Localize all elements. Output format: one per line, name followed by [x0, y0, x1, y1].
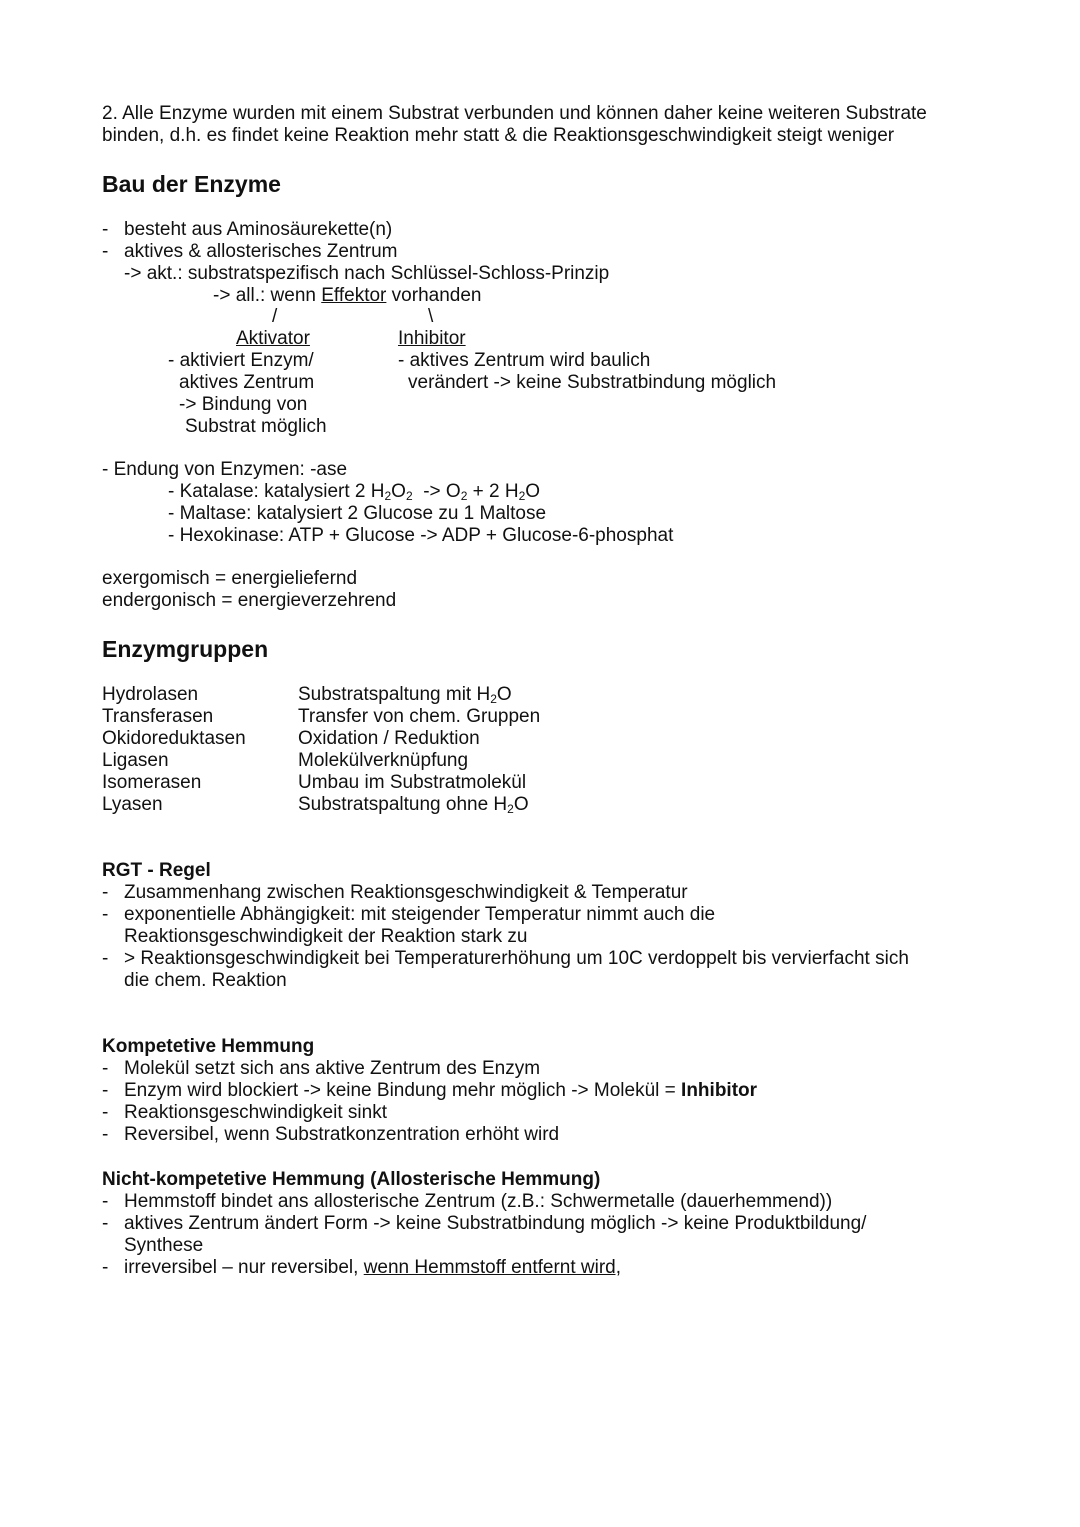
bullet-dash: - [102, 219, 109, 240]
katalase-text: O [525, 481, 541, 502]
nicht-bullet-2a: aktives Zentrum ändert Form -> keine Substratbindung möglich -> keine Produktbildung/ [124, 1213, 867, 1234]
rgt-bullet-3b: die chem. Reaktion [124, 970, 287, 991]
group-desc [298, 684, 512, 706]
group-desc-text: Substratspaltung ohne H [298, 794, 508, 815]
nicht-bullet-1: Hemmstoff bindet ans allosterische Zentrum (z.B.: Schwermetalle (dauerhemmend)) [124, 1191, 833, 1212]
aktivator-line-4: Substrat möglich [185, 416, 327, 437]
subscript: 2 [384, 489, 392, 503]
group-desc: Umbau im Substratmolekül [298, 772, 527, 793]
rgt-bullet-2b: Reaktionsgeschwindigkeit der Reaktion stark zu [124, 926, 528, 947]
komp-bullet-2 [124, 1080, 757, 1102]
bau-bullet-2: aktives & allosterisches Zentrum [124, 241, 398, 262]
group-desc-text: Substratspaltung mit H [298, 684, 491, 705]
bau-all-line [213, 285, 481, 307]
exergonisch-line: exergomisch = energieliefernd [102, 568, 358, 589]
heading-enzymgruppen: Enzymgruppen [102, 636, 269, 662]
nicht-bullet-3-underlined: wenn Hemmstoff entfernt wird, [363, 1257, 622, 1278]
bau-bullet-1: besteht aus Aminosäurekette(n) [124, 219, 393, 240]
nicht-bullet-2b: Synthese [124, 1235, 204, 1256]
group-name: Ligasen [102, 750, 169, 771]
rgt-bullet-3a: > Reaktionsgeschwindigkeit bei Temperaturerhöhung um 10C verdoppelt bis vervierfacht sich [124, 948, 909, 969]
bullet-dash: - [102, 948, 109, 969]
bullet-dash: - [102, 1257, 109, 1278]
bullet-dash: - [102, 1058, 109, 1079]
group-name: Lyasen [102, 794, 163, 815]
heading-nicht-kompetetive-hemmung: Nicht-kompetetive Hemmung (Allosterische Hemmung) [102, 1169, 601, 1190]
katalase-line [168, 481, 540, 503]
bullet-dash: - [102, 1213, 109, 1234]
katalase-text: O [391, 481, 406, 502]
bullet-dash: - [102, 1191, 109, 1212]
branch-slash-right: \ [428, 306, 434, 327]
group-desc: Transfer von chem. Gruppen [298, 706, 541, 727]
bullet-dash: - [102, 241, 109, 262]
bau-akt-line: -> akt.: substratspezifisch nach Schlüssel-Schloss-Prinzip [124, 263, 610, 284]
subscript: 2 [405, 489, 413, 503]
inhibitor-line-2: verändert -> keine Substratbindung möglich [408, 372, 777, 393]
group-name: Transferasen [102, 706, 214, 727]
katalase-text: -> O [412, 481, 461, 502]
katalase-text: - Katalase: katalysiert 2 H [168, 481, 385, 502]
komp-bullet-2-text: Enzym wird blockiert -> keine Bindung mehr möglich -> Molekül = [124, 1080, 682, 1101]
nicht-bullet-3 [124, 1257, 621, 1279]
group-name: Okidoreduktasen [102, 728, 246, 749]
group-name: Isomerasen [102, 772, 202, 793]
effektor-term: Effektor [321, 285, 387, 306]
group-desc: Oxidation / Reduktion [298, 728, 480, 749]
katalase-text: + 2 H [467, 481, 519, 502]
nicht-bullet-3-text: irreversibel – nur reversibel, [124, 1257, 364, 1278]
bullet-dash: - [102, 1080, 109, 1101]
group-desc [298, 794, 529, 816]
group-desc-text: O [513, 794, 529, 815]
group-desc-text: O [496, 684, 512, 705]
group-desc: Molekülverknüpfung [298, 750, 469, 771]
subscript: 2 [507, 802, 514, 816]
aktivator-line-3: -> Bindung von [179, 394, 308, 415]
komp-bullet-1: Molekül setzt sich ans aktive Zentrum des Enzym [124, 1058, 541, 1079]
all-prefix: -> all.: wenn [213, 285, 322, 306]
inhibitor-title: Inhibitor [398, 328, 466, 349]
bullet-dash: - [102, 904, 109, 925]
aktivator-line-1: - aktiviert Enzym/ [168, 350, 314, 371]
heading-rgt-regel: RGT - Regel [102, 860, 211, 881]
inhibitor-term: Inhibitor [681, 1080, 758, 1101]
all-suffix: vorhanden [386, 285, 482, 306]
intro-line-2: binden, d.h. es findet keine Reaktion mehr statt & die Reaktionsgeschwindigkeit steigt weniger [102, 125, 895, 146]
endung-line: - Endung von Enzymen: -ase [102, 459, 348, 480]
subscript: 2 [518, 489, 526, 503]
bullet-dash: - [102, 1124, 109, 1145]
inhibitor-line-1: - aktives Zentrum wird baulich [398, 350, 651, 371]
maltase-line: - Maltase: katalysiert 2 Glucose zu 1 Maltose [168, 503, 547, 524]
intro-line-1: 2. Alle Enzyme wurden mit einem Substrat verbunden und können daher keine weiteren Substrate [102, 103, 927, 124]
rgt-bullet-1: Zusammenhang zwischen Reaktionsgeschwindigkeit & Temperatur [124, 882, 688, 903]
komp-bullet-4: Reversibel, wenn Substratkonzentration erhöht wird [124, 1124, 560, 1145]
hexokinase-line: - Hexokinase: ATP + Glucose -> ADP + Glucose-6-phosphat [168, 525, 674, 546]
aktivator-title: Aktivator [236, 328, 310, 349]
branch-slash-left: / [272, 306, 278, 327]
subscript: 2 [460, 489, 468, 503]
komp-bullet-3: Reaktionsgeschwindigkeit sinkt [124, 1102, 387, 1123]
endergonisch-line: endergonisch = energieverzehrend [102, 590, 397, 611]
subscript: 2 [490, 692, 497, 706]
heading-kompetetive-hemmung: Kompetetive Hemmung [102, 1036, 315, 1057]
group-name: Hydrolasen [102, 684, 199, 705]
bullet-dash: - [102, 882, 109, 903]
rgt-bullet-2a: exponentielle Abhängigkeit: mit steigender Temperatur nimmt auch die [124, 904, 716, 925]
heading-bau-der-enzyme: Bau der Enzyme [102, 171, 281, 197]
bullet-dash: - [102, 1102, 109, 1123]
aktivator-line-2: aktives Zentrum [179, 372, 315, 393]
